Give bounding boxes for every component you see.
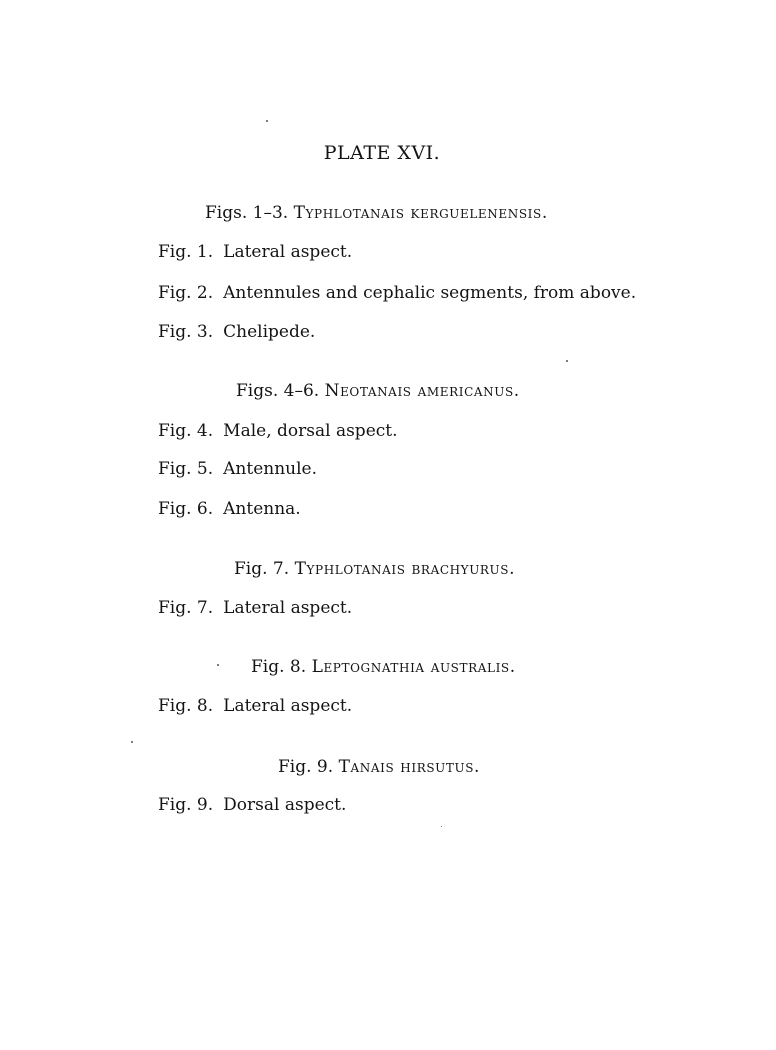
figure-caption [158, 242, 352, 262]
figure-description: Antennule. [223, 459, 318, 479]
figure-description: Antennules and cephalic segments, from above. [223, 283, 637, 303]
figure-description: Lateral aspect. [223, 598, 353, 618]
figure-number: Fig. 6. [158, 499, 214, 519]
scan-speck [217, 664, 219, 666]
figure-description: Dorsal aspect. [223, 795, 347, 815]
group-figs-range: Fig. 7. [234, 559, 290, 579]
species-name: Tanais hirsutus. [338, 757, 481, 777]
species-name: Neotanais americanus. [324, 381, 520, 401]
scan-speck [566, 360, 568, 362]
figure-description: Lateral aspect. [223, 242, 353, 262]
plate-title: PLATE XVI. [323, 142, 441, 164]
figure-caption [158, 459, 317, 479]
group-heading-1 [205, 203, 548, 223]
figure-caption [158, 598, 352, 618]
figure-description: Lateral aspect. [223, 696, 353, 716]
figure-number: Fig. 7. [158, 598, 214, 618]
group-figs-range: Fig. 9. [278, 757, 334, 777]
figure-caption [158, 795, 346, 815]
figure-description: Antenna. [223, 499, 301, 519]
figure-number: Fig. 5. [158, 459, 214, 479]
figure-description: Chelipede. [223, 322, 316, 342]
group-heading-2 [236, 381, 520, 401]
figure-number: Fig. 4. [158, 421, 214, 441]
figure-number: Fig. 3. [158, 322, 214, 342]
figure-description: Male, dorsal aspect. [223, 421, 398, 441]
species-name: Typhlotanais kerguelenensis. [293, 203, 548, 223]
figure-caption [158, 322, 315, 342]
figure-caption [158, 696, 352, 716]
group-figs-range: Fig. 8. [251, 657, 307, 677]
figure-number: Fig. 9. [158, 795, 214, 815]
figure-caption [158, 283, 636, 303]
figure-number: Fig. 2. [158, 283, 214, 303]
figure-number: Fig. 1. [158, 242, 214, 262]
species-name: Typhlotanais brachyurus. [294, 559, 516, 579]
species-name: Leptognathia australis. [311, 657, 516, 677]
group-heading-5 [278, 757, 480, 777]
group-heading-3 [234, 559, 515, 579]
scan-speck [441, 826, 442, 827]
figure-caption [158, 499, 301, 519]
group-heading-4 [251, 657, 516, 677]
group-figs-range: Figs. 1–3. [205, 203, 289, 223]
figure-number: Fig. 8. [158, 696, 214, 716]
scan-speck [266, 120, 268, 122]
figure-caption [158, 421, 398, 441]
group-figs-range: Figs. 4–6. [236, 381, 320, 401]
scan-speck [131, 741, 133, 743]
